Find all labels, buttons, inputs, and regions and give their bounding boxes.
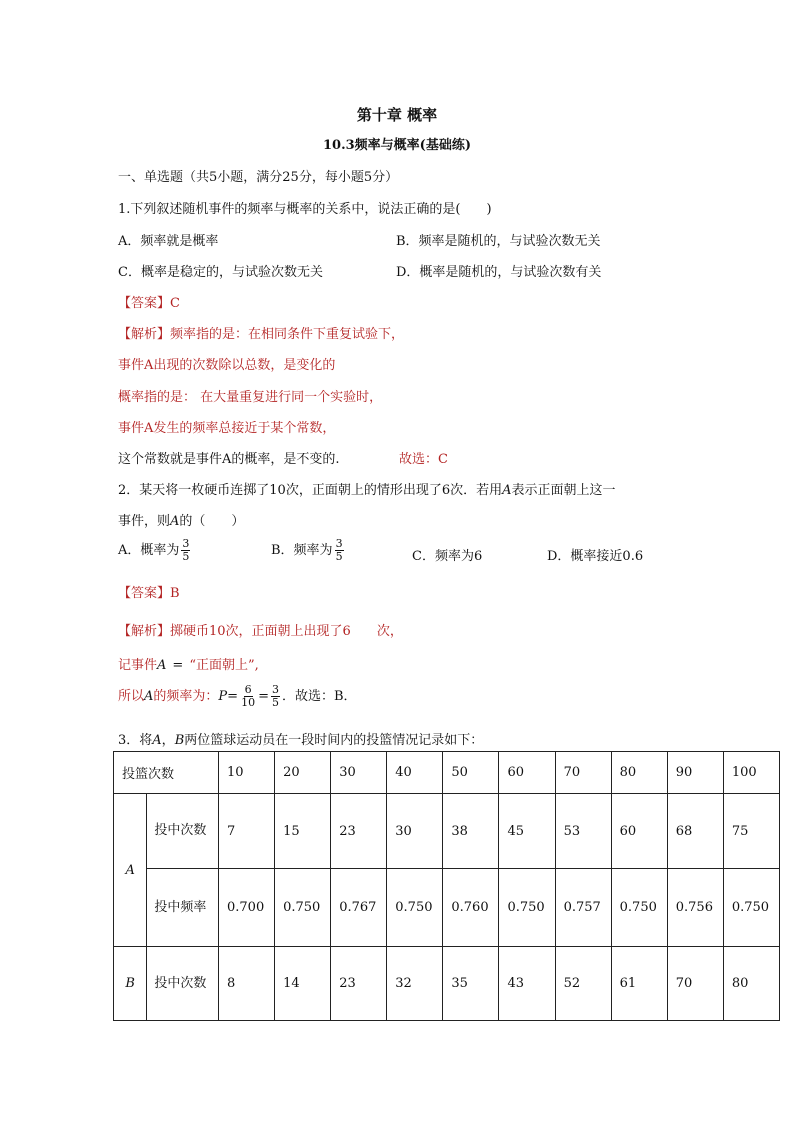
header-cell: 50 (443, 752, 499, 794)
q1-analysis-line-2: 事件A出现的次数除以总数，是变化的 (118, 358, 336, 373)
header-cell: 10 (219, 752, 275, 794)
q2-option-d: D．概率接近0.6 (547, 549, 644, 564)
fraction-denominator: 5 (182, 550, 190, 563)
table-cell: 38 (443, 794, 499, 869)
table-cell: 35 (443, 947, 499, 1021)
header-cell: 30 (331, 752, 387, 794)
header-cell: 20 (275, 752, 331, 794)
table-cell: 61 (611, 947, 667, 1021)
table-cell: 43 (499, 947, 555, 1021)
q1-option-d: D．概率是随机的，与试验次数有关 (396, 265, 602, 280)
fraction-denominator: 5 (335, 550, 343, 563)
question-section-heading: 一、单选题（共5小题，满分25分，每小题5分） (118, 170, 399, 185)
table-cell: 8 (219, 947, 275, 1021)
q2-option-b-text: B．频率为 (271, 543, 333, 558)
table-cell: 45 (499, 794, 555, 869)
q2-line3-fraction-1 (240, 684, 256, 709)
q2-analysis-tag: 【解析】 (118, 624, 171, 639)
header-cell: 60 (499, 752, 555, 794)
q1-analysis-line-3: 概率指的是： 在大量重复进行同一个实验时， (118, 390, 383, 405)
q2-stem-line2-tail: 的（ ） (179, 514, 245, 529)
q2-line3-pre: 所以 (118, 689, 145, 704)
q1-analysis-line-4: 事件A发生的频率总接近于某个常数， (118, 421, 336, 436)
section-subtitle: 10.3频率与概率(基础练) (323, 138, 471, 153)
q1-option-a: A．频率就是概率 (118, 234, 219, 249)
table-cell: 0.750 (499, 869, 555, 947)
q1-option-b: B．频率是随机的，与试验次数无关 (396, 234, 601, 249)
q2-line3-P: P (218, 689, 228, 704)
table-cell: 0.760 (443, 869, 499, 947)
fraction-numerator: 3 (182, 537, 190, 550)
q2-analysis-line-3 (118, 684, 357, 709)
table-cell: 70 (667, 947, 723, 1021)
table-cell: 30 (387, 794, 443, 869)
table-row (114, 794, 780, 869)
table-cell: 23 (331, 947, 387, 1021)
header-cell: 80 (611, 752, 667, 794)
row-label-cell: 投中次数 (147, 794, 219, 869)
table-cell: 14 (275, 947, 331, 1021)
q3-stem (118, 729, 483, 748)
table-cell: 15 (275, 794, 331, 869)
fraction-numerator: 3 (271, 683, 279, 696)
header-label-cell: 投篮次数 (114, 752, 219, 794)
table-cell: 53 (555, 794, 611, 869)
q1-analysis-conclusion: 故选：C (399, 452, 448, 467)
q2-stem-line-1 (118, 479, 616, 498)
q2-analysis-text-1: 掷硬币10次，正面朝上出现了6 次， (170, 624, 403, 639)
table-row (114, 869, 780, 947)
q2-line3-eq1: = (227, 689, 239, 704)
q2-event-symbol-2: A (170, 514, 180, 529)
q2-answer-value: B (170, 586, 180, 601)
q2-option-a (118, 538, 192, 563)
row-label-cell: 投中次数 (147, 947, 219, 1021)
table-cell: 80 (723, 947, 779, 1021)
table-cell: 0.700 (219, 869, 275, 947)
table-cell: 0.757 (555, 869, 611, 947)
q2-answer-tag: 【答案】 (118, 586, 171, 601)
table-cell: 60 (611, 794, 667, 869)
table-row (114, 947, 780, 1021)
table-cell: 32 (387, 947, 443, 1021)
header-cell: 90 (667, 752, 723, 794)
q1-option-c: C．概率是稳定的，与试验次数无关 (118, 265, 323, 280)
q2-option-a-text: A．概率为 (118, 543, 180, 558)
fraction-denominator: 5 (271, 696, 279, 709)
q3-stem-tail: 两位篮球运动员在一段时间内的投篮情况记录如下： (184, 733, 484, 748)
table-header-row (114, 752, 780, 794)
q1-analysis-text-1: 频率指的是：在相同条件下重复试验下， (170, 327, 405, 342)
q2-line3-tail: ．故选：B． (281, 689, 357, 704)
table-cell: 23 (331, 794, 387, 869)
q2-option-b-fraction (335, 538, 344, 563)
shooting-record-table (113, 751, 780, 1021)
fraction-numerator: 6 (244, 683, 252, 696)
q2-line2-pre: 记事件 (118, 658, 158, 673)
q1-analysis-line-1 (118, 323, 404, 342)
q2-analysis-line-1 (118, 620, 403, 639)
q1-answer-tag: 【答案】 (118, 296, 171, 311)
q3-stem-pre: 3．将 (118, 733, 153, 748)
q3-player-b: B (174, 733, 185, 748)
q1-answer-value: C (170, 296, 180, 311)
table-cell: 0.756 (667, 869, 723, 947)
table-cell: 0.750 (275, 869, 331, 947)
q2-option-c: C．频率为6 (412, 549, 483, 564)
q1-analysis-tag: 【解析】 (118, 327, 171, 342)
player-a-group-cell: A (114, 794, 147, 947)
q2-stem-line-2 (118, 510, 244, 529)
q3-comma: ， (161, 733, 175, 748)
q2-line3-mid: 的频率为： (153, 689, 219, 704)
header-cell: 40 (387, 752, 443, 794)
q2-analysis-line-2 (118, 654, 259, 673)
q2-stem-line2-pre: 事件，则 (118, 514, 171, 529)
table-cell: 68 (667, 794, 723, 869)
q2-line2-event: A (157, 658, 167, 673)
fraction-numerator: 3 (335, 537, 343, 550)
q2-stem-tail: 表示正面朝上这一 (511, 483, 616, 498)
header-cell: 70 (555, 752, 611, 794)
player-b-group-cell: B (114, 947, 147, 1021)
q2-option-b (271, 538, 346, 563)
row-label-cell: 投中频率 (147, 869, 219, 947)
table-cell: 52 (555, 947, 611, 1021)
q2-line3-fraction-2 (271, 684, 280, 709)
table-cell: 0.750 (723, 869, 779, 947)
q2-line2-eq: = (172, 658, 184, 673)
header-cell: 100 (723, 752, 779, 794)
q2-event-symbol: A (502, 483, 512, 498)
table-cell: 0.767 (331, 869, 387, 947)
table-cell: 0.750 (611, 869, 667, 947)
table-cell: 75 (723, 794, 779, 869)
table-cell: 0.750 (387, 869, 443, 947)
q1-answer-line (118, 292, 180, 311)
q1-stem: 1.下列叙述随机事件的频率与概率的关系中，说法正确的是( ) (118, 202, 492, 217)
q2-line3-eq2: = (258, 689, 269, 704)
fraction-denominator: 10 (241, 696, 256, 709)
q3-player-a: A (152, 733, 162, 748)
table-cell: 7 (219, 794, 275, 869)
q1-analysis-line-5: 这个常数就是事件A的概率，是不变的. (118, 452, 340, 467)
q2-line3-event: A (144, 689, 154, 704)
q2-option-a-fraction (181, 538, 190, 563)
q2-line2-quote: “正面朝上”, (189, 658, 259, 673)
q2-stem-text: 2．某天将一枚硬币连掷了10次，正面朝上的情形出现了6次．若用 (118, 483, 503, 498)
chapter-title: 第十章 概率 (356, 106, 438, 124)
q2-answer-line (118, 582, 180, 601)
